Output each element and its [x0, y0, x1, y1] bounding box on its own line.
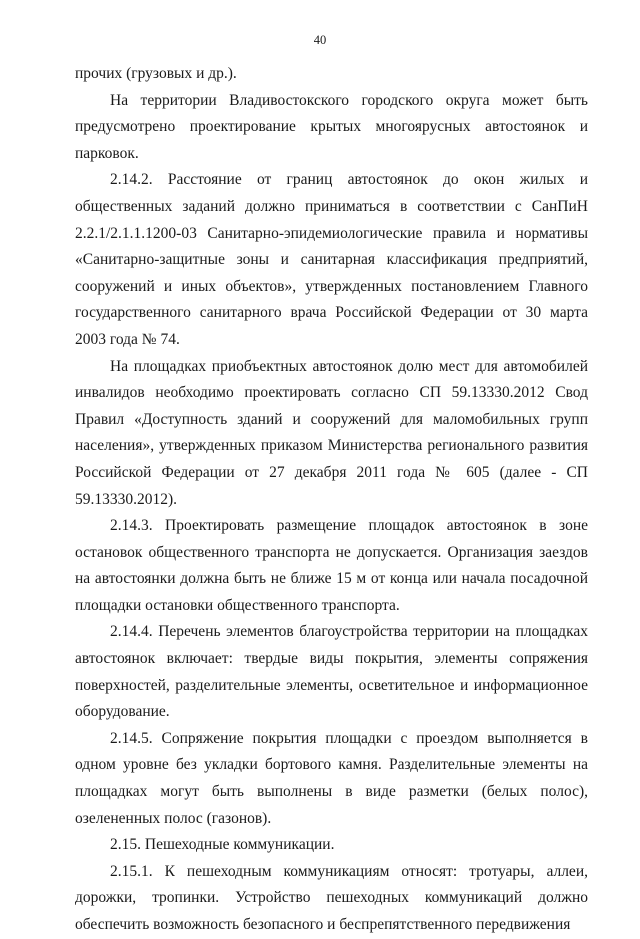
paragraph-disabled-parking: На площадках приобъектных автостоянок долю мест для автомобилей инвалидов необходимо проектировать согласно СП 59.13330.2012 Свод Правил «Доступность зданий и сооружений для маломобильных групп населения», утвержденных приказом Министерства регионального развития Российской Федерации от 27 декабря 2011 года № 605 (далее - СП 59.13330.2012). — [75, 357, 588, 508]
paragraph-2-14-3: 2.14.3. Проектировать размещение площадок автостоянок в зоне остановок общественного транспорта не допускается. Организация заездов на автостоянки должна быть не ближе 15 м от конца или начала посадочной площадки остановки общественного транспорта. — [75, 517, 588, 614]
paragraph-parking-structures: На территории Владивостокского городского округа может быть предусмотрено проектирование крытых многоярусных автостоянок и парковок. — [75, 91, 588, 162]
paragraph-2-14-4: 2.14.4. Перечень элементов благоустройства территории на площадках автостоянок включает: твердые виды покрытия, элементы сопряжения поверхностей, разделительные элементы, осветительное и информационное оборудование. — [75, 623, 588, 721]
paragraph-2-14-2: 2.14.2. Расстояние от границ автостоянок до окон жилых и общественных заданий должно приниматься в соответствии с СанПиН 2.2.1/2.1.1.1200-03 Санитарно-эпидемиологические правила и нормативы «Санитарно-защитные зоны и санитарная классификация предприятий, сооружений и иных объектов», утвержденных постановлением Главного государственного санитарного врача Российской Федерации от 30 марта 2003 года № 74. — [75, 171, 588, 348]
section-heading-2-15: 2.15. Пешеходные коммуникации. — [110, 836, 335, 854]
page-number: 40 — [313, 33, 327, 47]
paragraph-2-14-5: 2.14.5. Сопряжение покрытия площадки с проездом выполняется в одном уровне без укладки бортового камня. Разделительные элементы на площадках могут быть выполнены в виде разметки (белых полос), озелененных полос (газонов). — [75, 729, 588, 827]
paragraph-continuation: прочих (грузовых и др.). — [75, 65, 237, 82]
document-body — [75, 61, 588, 939]
paragraph-2-15-1: 2.15.1. К пешеходным коммуникациям относят: тротуары, аллеи, дорожки, тропинки. Устройство пешеходных коммуникаций должно обеспечить возможность безопасного и беспрепятственного передвижения — [75, 862, 588, 933]
